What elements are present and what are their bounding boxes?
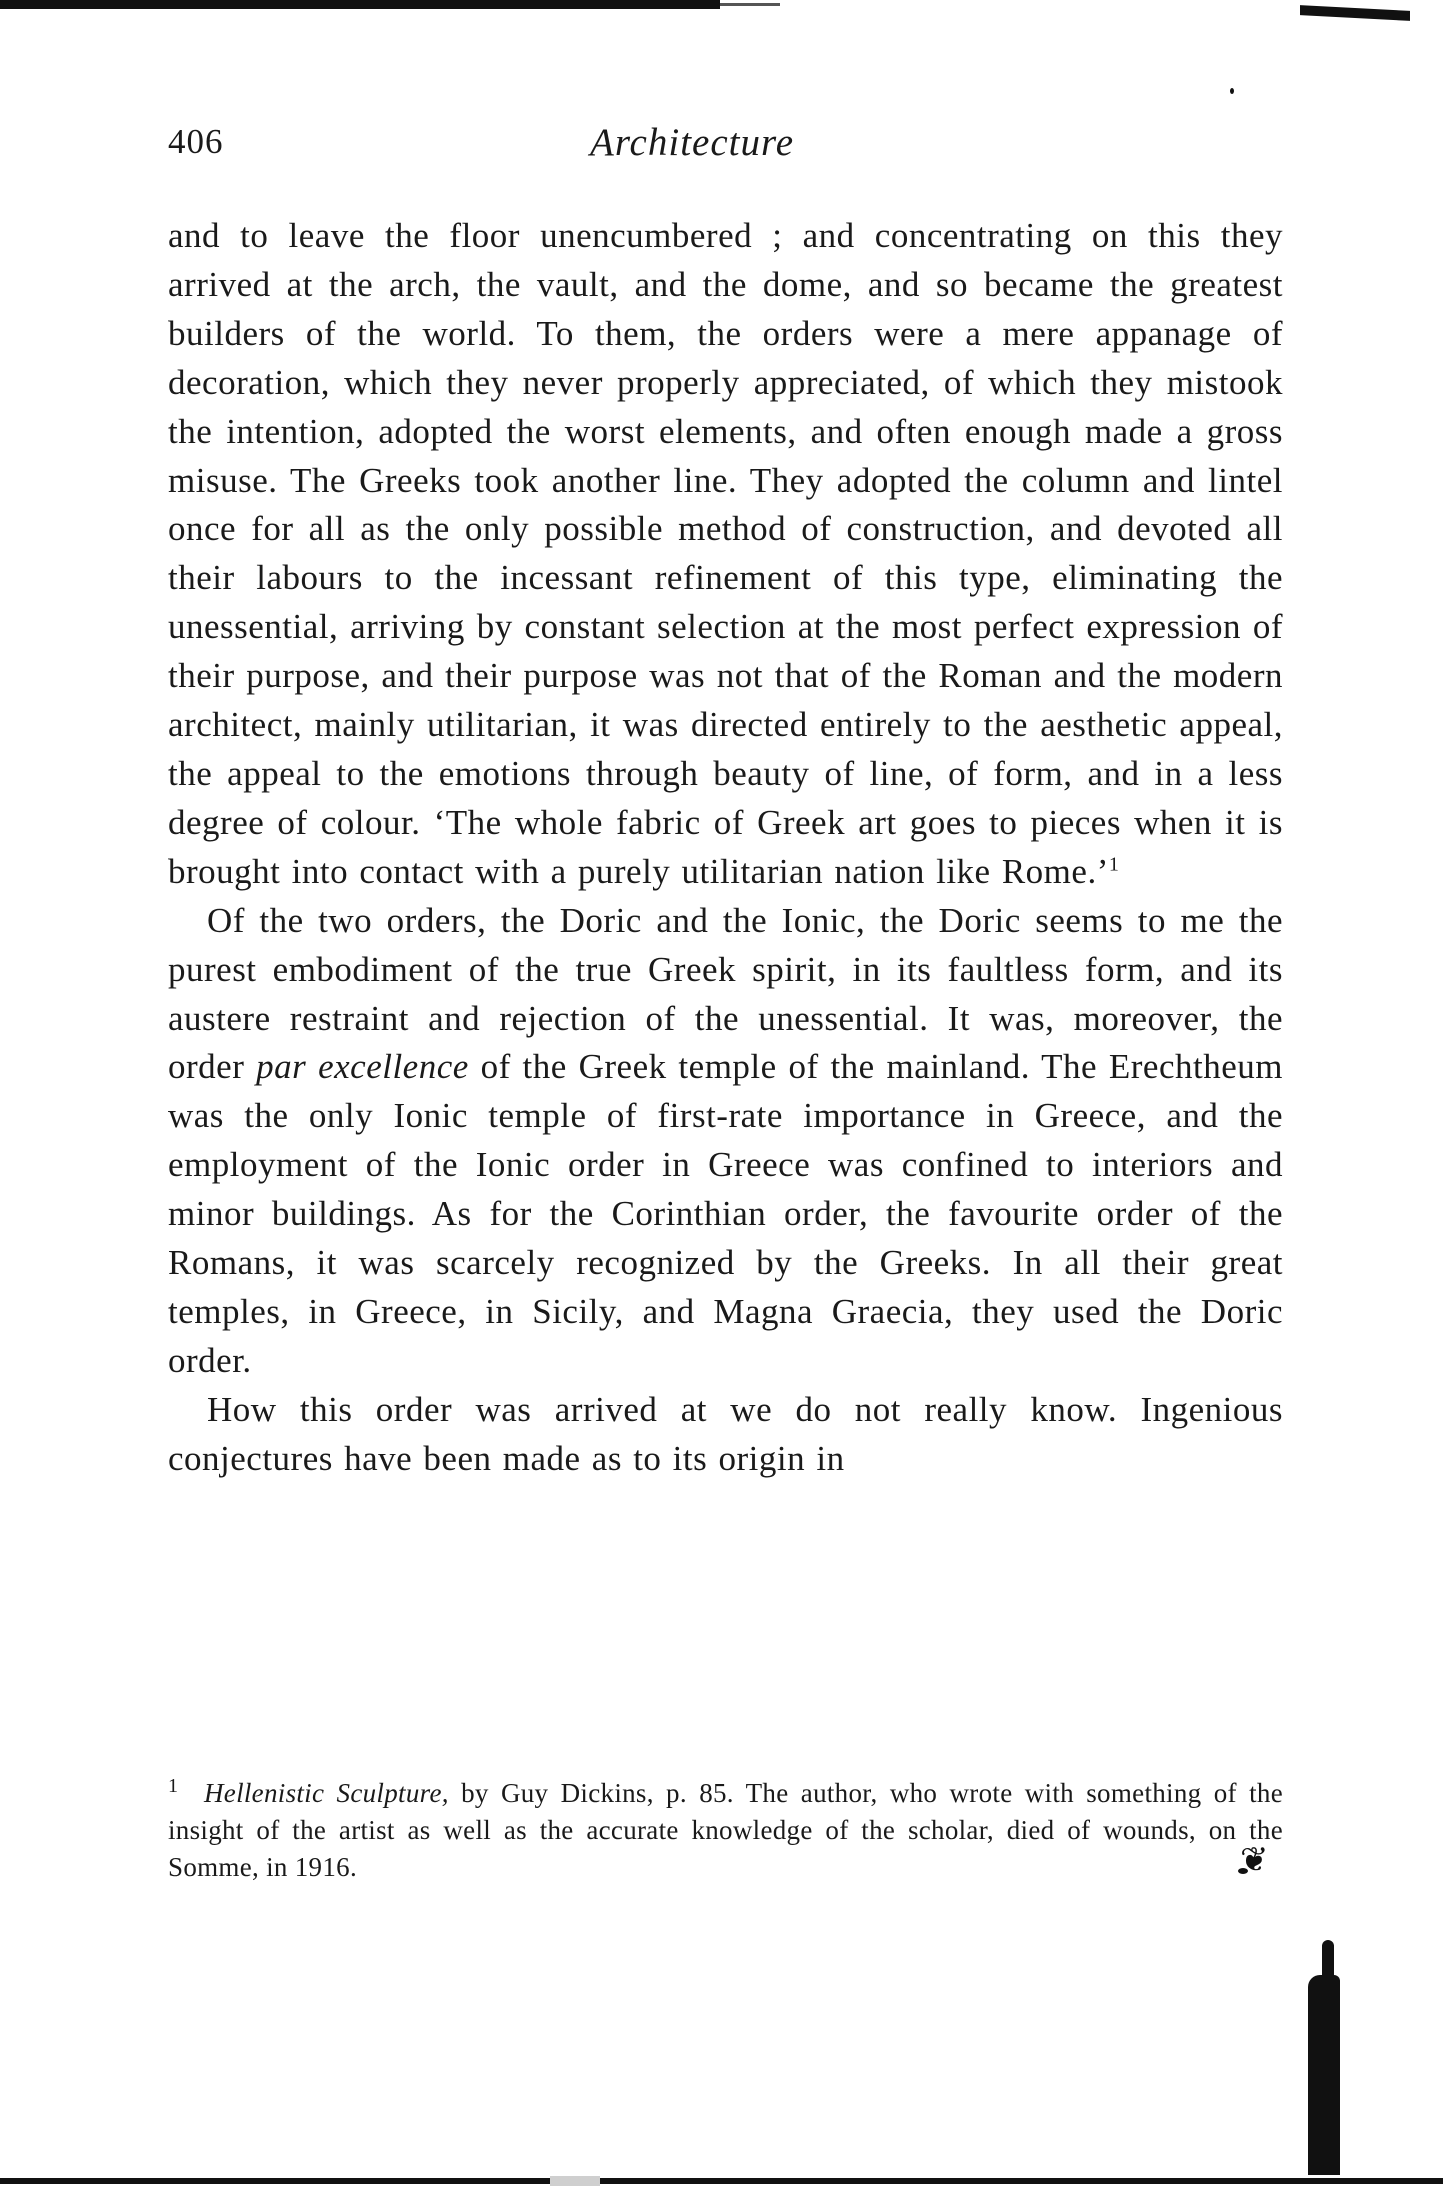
paragraph-2 [168,897,1283,1386]
paragraph-2-text-start: Of the two orders, the Doric and the Ionic, the Doric seems to me the purest embodiment of the true Greek spirit, in its faultless form, and its austere restraint and rejection of the unessential. It was, moreover, the order [168,900,1283,1087]
footnote: 1 Hellenistic Sculpture, by Guy Dickins, p. 85. The author, who wrote with something of the insight of the artist as well as the accurate knowledge of the scholar, died of wounds, on the Somme, in 1916. [168,1775,1283,1882]
page-number: 406 [168,122,224,161]
scan-top-border [0,0,720,9]
paragraph-2-italic-phrase: par excellence [256,1047,469,1087]
printer-ornament-icon: ❦ [1240,1842,1269,1879]
paragraph-1-text: and to leave the floor unencumbered ; and concentrating on this they arrived at the arch, the vault, and the dome, and so became the greatest builders of the world. To them, the orders were a mere appanage of decoration, which they never properly appreciated, of which they mistook the intention, adopted the worst elements, and often enough made a gross misuse. The Greeks took another line. They adopted the column and lintel once for all as the only possible method of construction, and devoted all their labours to the incessant refinement of this type, eliminating the unessential, arriving by constant selection at the most perfect expression of their purpose, and their purpose was not that of the Roman and the modern architect, mainly utilitarian, it was directed entirely to the aesthetic appeal, the appeal to the emotions through beauty of line, of form, and in a less degree of colour. ‘The whole fabric of Greek art goes to pieces when it is brought into contact with a purely utilitarian nation like Rome.’ [168,216,1283,891]
scan-right-edge-bar [1308,1975,1340,2175]
scan-speck [1230,88,1234,94]
scan-right-edge-notch [1322,1940,1334,1980]
footnote-title: Hellenistic Sculpture, [204,1778,449,1808]
scan-top-border-thin [720,3,780,6]
body-text [168,212,1283,1484]
paragraph-1 [168,212,1283,897]
scan-bottom-gap [550,2176,600,2186]
scan-bottom-border [0,2178,1443,2184]
running-head: Architecture [590,121,795,164]
footnote-reference: 1 [1108,853,1120,876]
paragraph-3: How this order was arrived at we do not really know. Ingenious conjectures have been made as to its origin in [168,1389,1283,1478]
paragraph-2-text-end: of the Greek temple of the mainland. The Erechtheum was the only Ionic temple of first-rate importance in Greece, and the employment of the Ionic order in Greece was confined to interiors and minor buildings. As for the Corinthian order, the favourite order of the Romans, it was scarcely recognized by the Greeks. In all their great temples, in Greece, in Sicily, and Magna Graecia, they used the Doric order. [168,1047,1283,1380]
footnote-text: by Guy Dickins, p. 85. The author, who wrote with something of the insight of the artist as well as the accurate knowledge of the scholar, died of wounds, on the Somme, in 1916. [168,1778,1283,1882]
scan-top-right-mark [1300,5,1410,21]
